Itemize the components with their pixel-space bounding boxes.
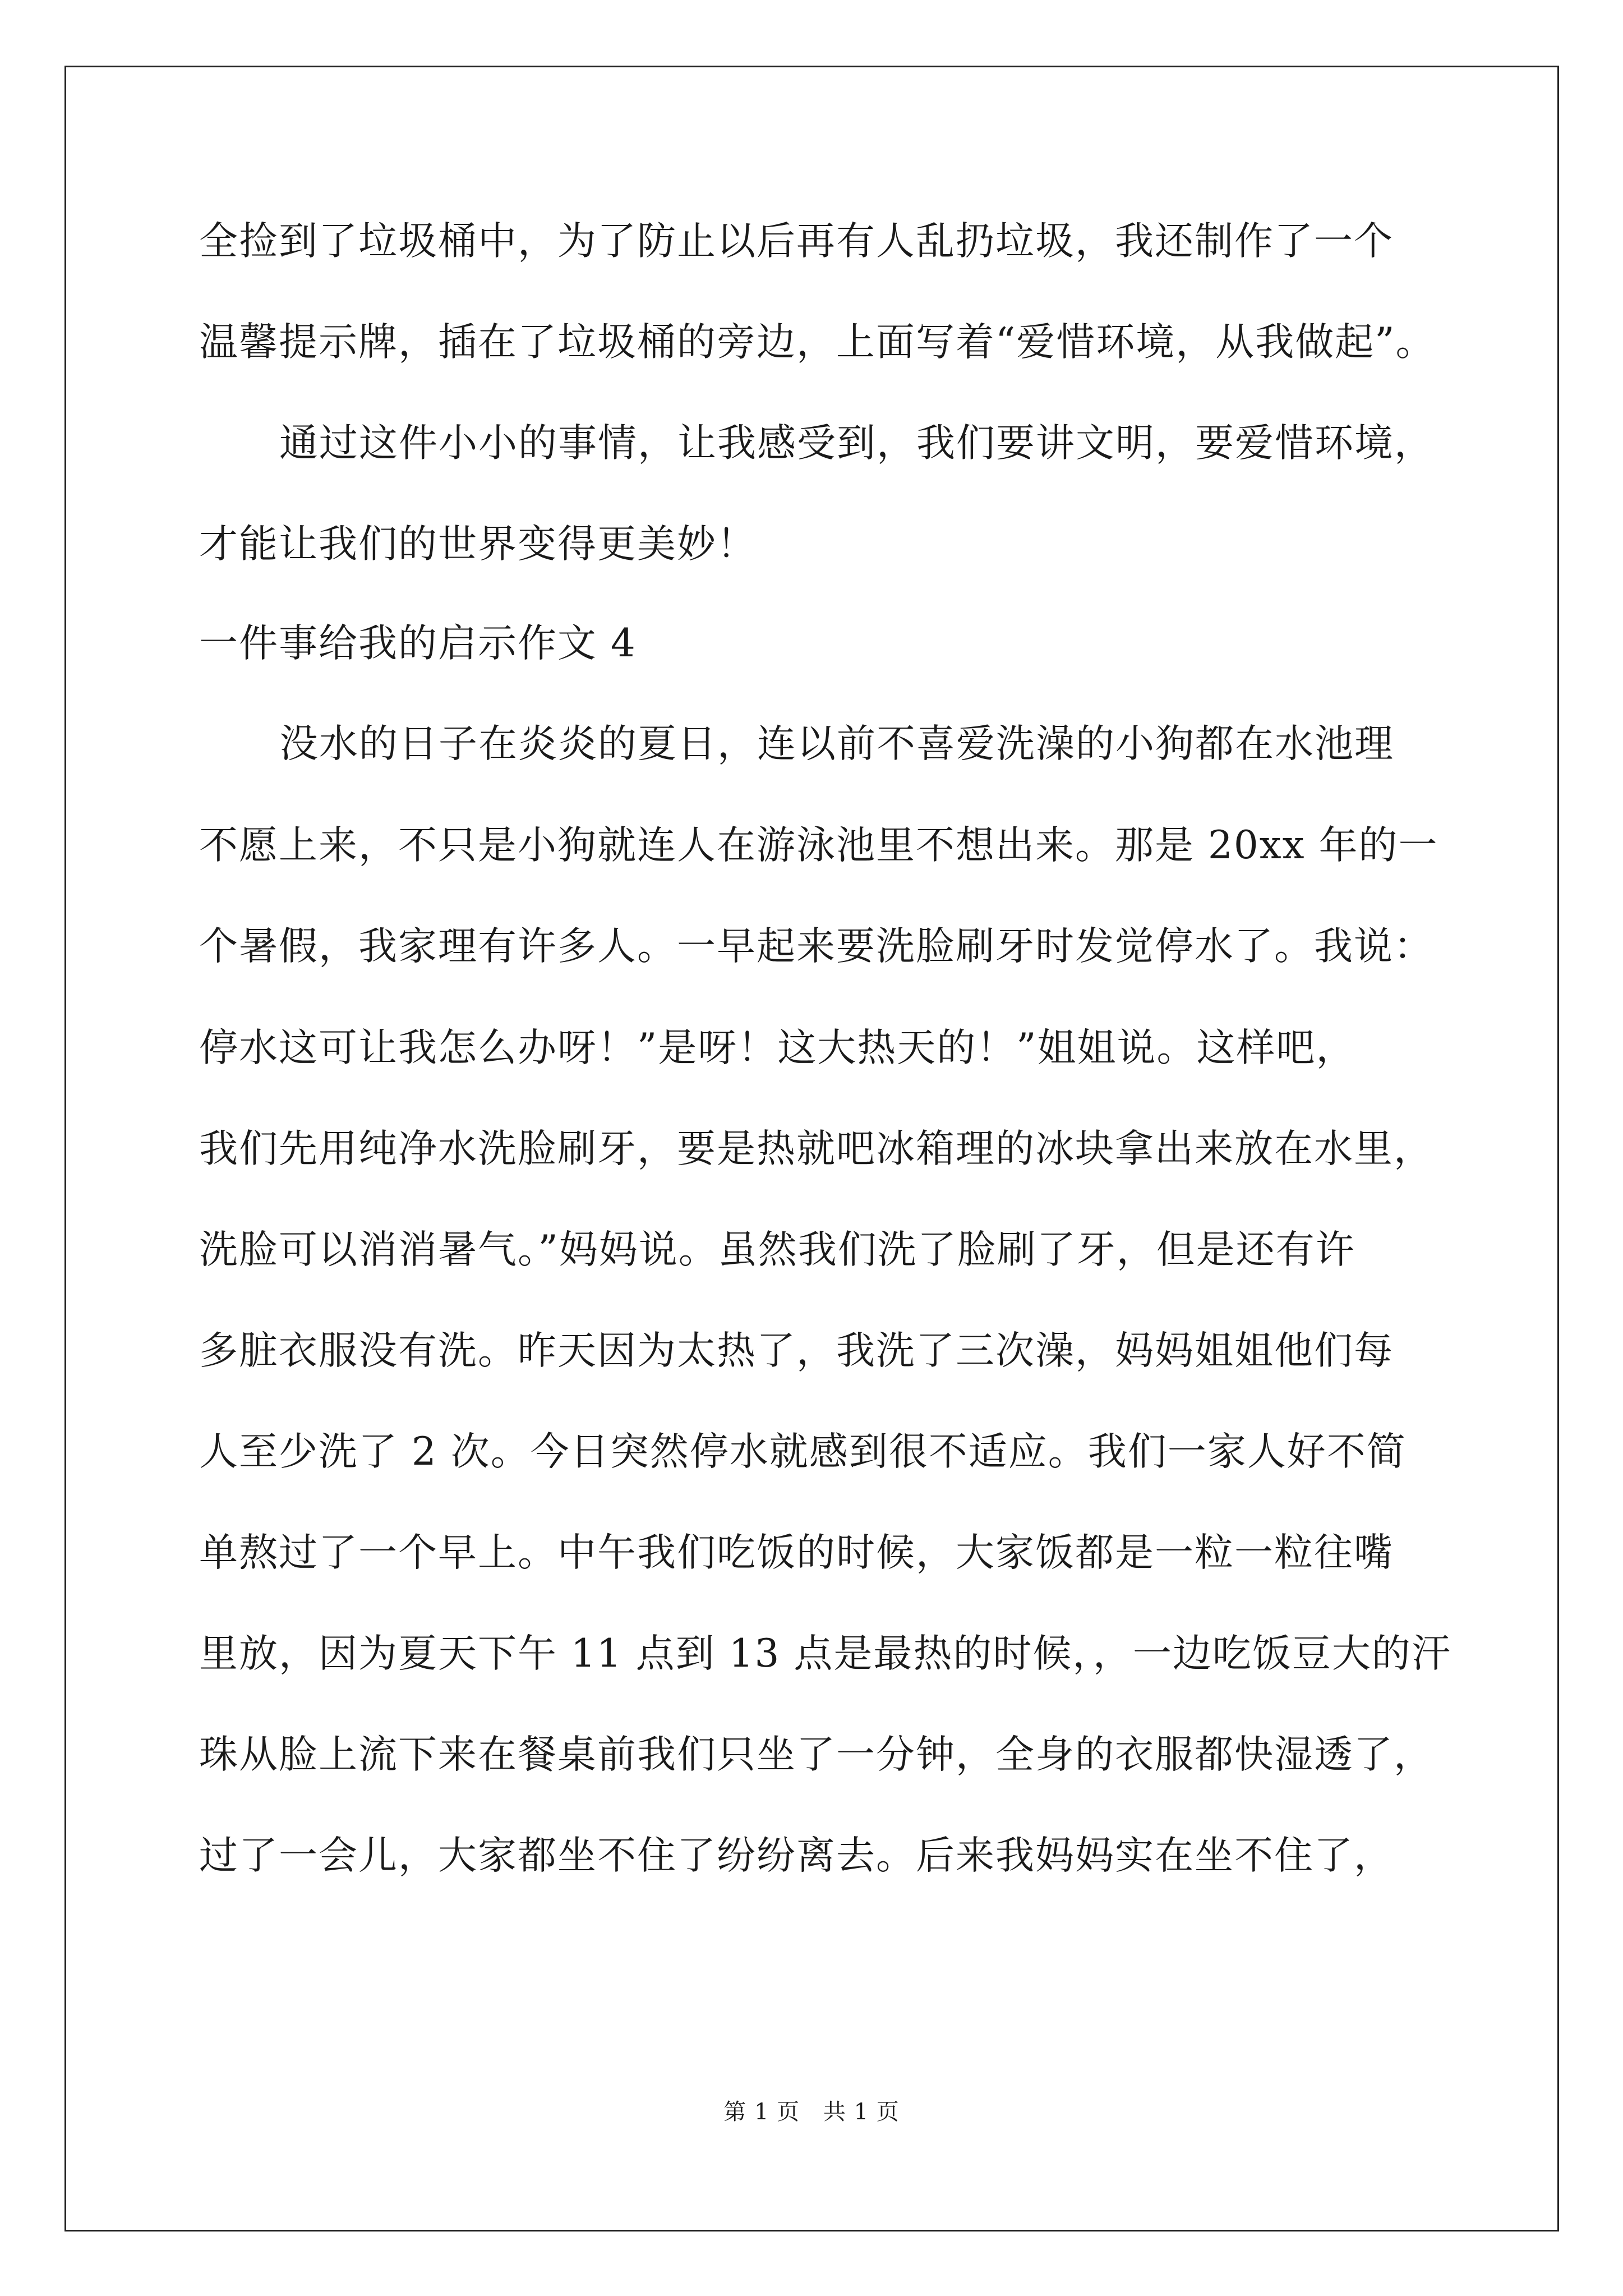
paragraph-line: 洗脸可以消消暑气。”妈妈说。虽然我们洗了脸刷了牙，但是还有许 [199,1227,1355,1272]
paragraph-line: 我们先用纯净水洗脸刷牙，要是热就吧冰箱理的冰块拿出来放在水里， [199,1126,1433,1171]
paragraph-line: 过了一会儿，大家都坐不住了纷纷离去。后来我妈妈实在坐不住了， [199,1833,1394,1878]
section-heading: 一件事给我的启示作文 4 [199,621,637,666]
page-number-current: 第 1 页 [723,2099,800,2125]
paragraph-line: 才能让我们的世界变得更美妙！ [199,522,757,567]
paragraph-line: 里放，因为夏天下午 11 点到 13 点是最热的时候，，一边吃饭豆大的汗 [199,1631,1451,1676]
paragraph-line: 多脏衣服没有洗。昨天因为太热了，我洗了三次澡，妈妈姐姐他们每 [199,1328,1394,1373]
page-footer [0,2098,1623,2126]
paragraph-line: 温馨提示牌，插在了垃圾桶的旁边，上面写着“爱惜环境，从我做起”。 [199,320,1436,365]
paragraph-line: 珠从脸上流下来在餐桌前我们只坐了一分钟，全身的衣服都快湿透了， [199,1732,1433,1777]
paragraph-line: 全捡到了垃圾桶中，为了防止以后再有人乱扔垃圾，我还制作了一个 [199,219,1394,264]
paragraph-line: 人至少洗了 2 次。今日突然停水就感到很不适应。我们一家人好不简 [199,1429,1407,1474]
paragraph-line: 单熬过了一个早上。中午我们吃饭的时候，大家饭都是一粒一粒往嘴 [199,1530,1394,1575]
paragraph-line: 不愿上来，不只是小狗就连人在游泳池里不想出来。那是 20xx 年的一 [199,823,1438,868]
paragraph-line: 没水的日子在炎炎的夏日，连以前不喜爱洗澡的小狗都在水池理 [279,721,1394,766]
paragraph-line: 通过这件小小的事情，让我感受到，我们要讲文明，要爱惜环境， [279,421,1434,466]
page-number-total: 共 1 页 [823,2099,900,2125]
paragraph-line: 个暑假，我家理有许多人。一早起来要洗脸刷牙时发觉停水了。我说： [199,924,1433,969]
paragraph-line: 停水这可让我怎么办呀！”是呀！这大热天的！”姐姐说。这样吧， [199,1025,1356,1070]
